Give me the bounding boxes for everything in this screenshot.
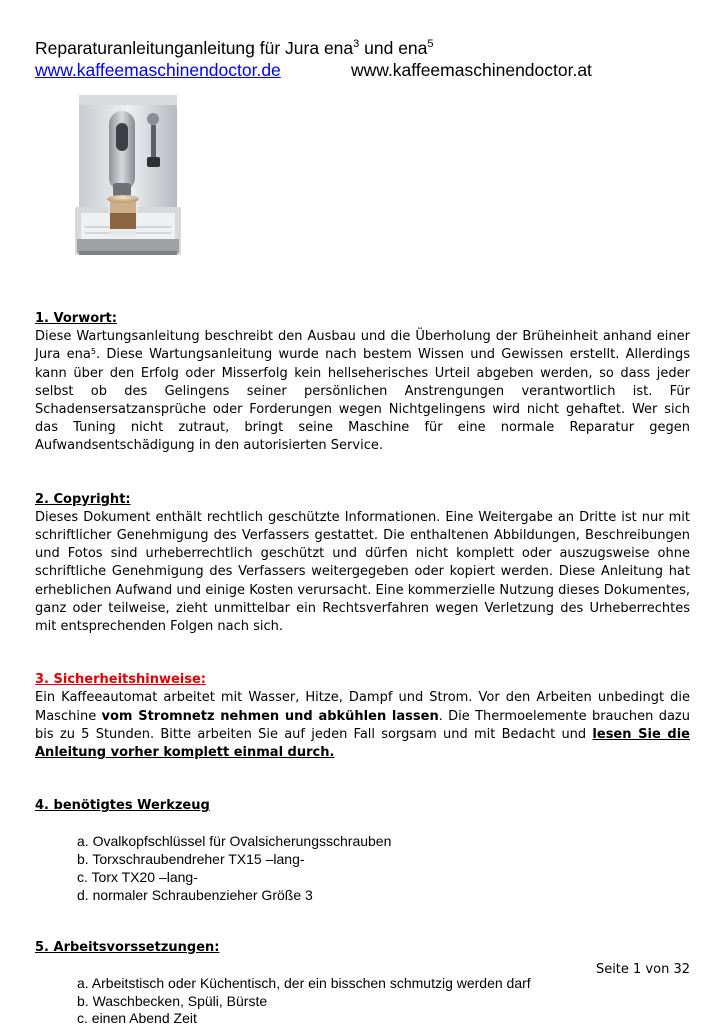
text-kaffeemaschinendoctor-at: www.kaffeemaschinendoctor.at bbox=[351, 60, 592, 80]
coffee-machine-photo bbox=[35, 87, 185, 262]
section-heading-werkzeug: 4. benötigtes Werkzeug bbox=[35, 798, 210, 814]
body-text: Diese Wartungsanleitung beschreibt den Ausbau und die Überholung der Brüheinheit anhand einer Jura ena bbox=[35, 329, 690, 363]
list-item: a. Arbeitstisch oder Küchentisch, der ein bisschen schmutzig werden darf bbox=[77, 974, 531, 991]
section-sicherheit bbox=[35, 671, 690, 762]
section-vorwort bbox=[35, 310, 690, 456]
section-body-vorwort bbox=[35, 328, 690, 455]
website-links bbox=[35, 59, 690, 81]
section-heading-sicherheit: 3. Sicherheitshinweise: bbox=[35, 672, 206, 688]
document-page bbox=[35, 38, 690, 1028]
superscript: 5 bbox=[90, 347, 96, 357]
title-text: Reparaturanleitunganleitung für Jura ena bbox=[35, 38, 354, 58]
body-text: . Diese Wartungsanleitung wurde nach bestem Wissen und Gewissen erstellt. Allerdings kann über den Erfolg oder Misserfolg kein hellseherisches Urteil abgeben werden, so dass jeder selbst ob des Gelingens seiner persönlichen Anstrengungen verantwortlich ist. Für Schadensersatzansprüche oder Forderungen wegen Nichtgelingens wird nicht gehaftet. Wer sich das Tuning nicht zutraut, bringt seine Maschine für eine normale Reparatur gegen Aufwandsentschädigung in den autorisierten Service. bbox=[35, 347, 690, 454]
list-item: c. Torx TX20 –lang- bbox=[77, 869, 198, 886]
bold-underlined-text: lesen Sie die Anleitung vorher komplett einmal durch. bbox=[35, 726, 690, 761]
list-item: c. einen Abend Zeit bbox=[77, 1010, 197, 1027]
title-superscript: 5 bbox=[427, 38, 434, 50]
title-superscript: 3 bbox=[353, 38, 360, 50]
section-body-sicherheit bbox=[35, 689, 690, 762]
title-text-and: und ena bbox=[359, 38, 428, 58]
document-title bbox=[35, 38, 690, 59]
link-kaffeemaschinendoctor-de[interactable]: www.kaffeemaschinendoctor.de bbox=[35, 60, 281, 80]
list-item: a. Ovalkopfschlüssel für Ovalsicherungsschrauben bbox=[77, 833, 392, 850]
werkzeug-list bbox=[35, 833, 690, 904]
bold-text: vom Stromnetz nehmen und abkühlen lassen bbox=[101, 708, 439, 724]
page-number: Seite 1 von 32 bbox=[595, 962, 690, 977]
section-body-copyright: Dieses Dokument enthält rechtlich geschützte Informationen. Eine Weitergabe an Dritte ist nur mit schriftlicher Genehmigung des Verfassers gestattet. Die enthaltenen Abbildungen, Beschreibungen und Fotos sind urheberrechtlich geschützt und dürfen nicht komplett oder auszugsweise ohne schriftliche Genehmigung des Verfassers weitergegeben oder kopiert werden. Diese Anleitung hat erheblichen Aufwand und einige Kosten verursacht. Eine kommerzielle Nutzung dieses Dokumentes, ganz oder teilweise, zieht unmittelbar ein Rechtsverfahren wegen Verletzung des Urheberrechtes mit entsprechenden Folgen nach sich. bbox=[35, 509, 690, 635]
section-copyright bbox=[35, 491, 690, 637]
section-werkzeug bbox=[35, 797, 690, 904]
list-item: b. Waschbecken, Spüli, Bürste bbox=[77, 992, 268, 1009]
list-item: b. Torxschraubendreher TX15 –lang- bbox=[77, 851, 305, 868]
section-heading-vorwort: 1. Vorwort: bbox=[35, 311, 117, 326]
body-text: . Die Thermoelemente brauchen dazu bis zu 5 Stunden. Bitte arbeiten Sie auf jeden Fall sorgsam und mit Bedacht und bbox=[35, 708, 690, 742]
body-text: Ein Kaffeeautomat arbeitet mit Wasser, Hitze, Dampf und Strom. Vor den Arbeiten unbedingt die Maschine bbox=[35, 690, 690, 724]
arbeit-list bbox=[35, 975, 690, 1028]
list-item: d. normaler Schraubenzieher Größe 3 bbox=[77, 886, 313, 903]
section-arbeit bbox=[35, 939, 690, 1028]
section-heading-copyright: 2. Copyright: bbox=[35, 491, 131, 507]
section-heading-arbeit: 5. Arbeitsvorssetzungen: bbox=[35, 939, 220, 955]
